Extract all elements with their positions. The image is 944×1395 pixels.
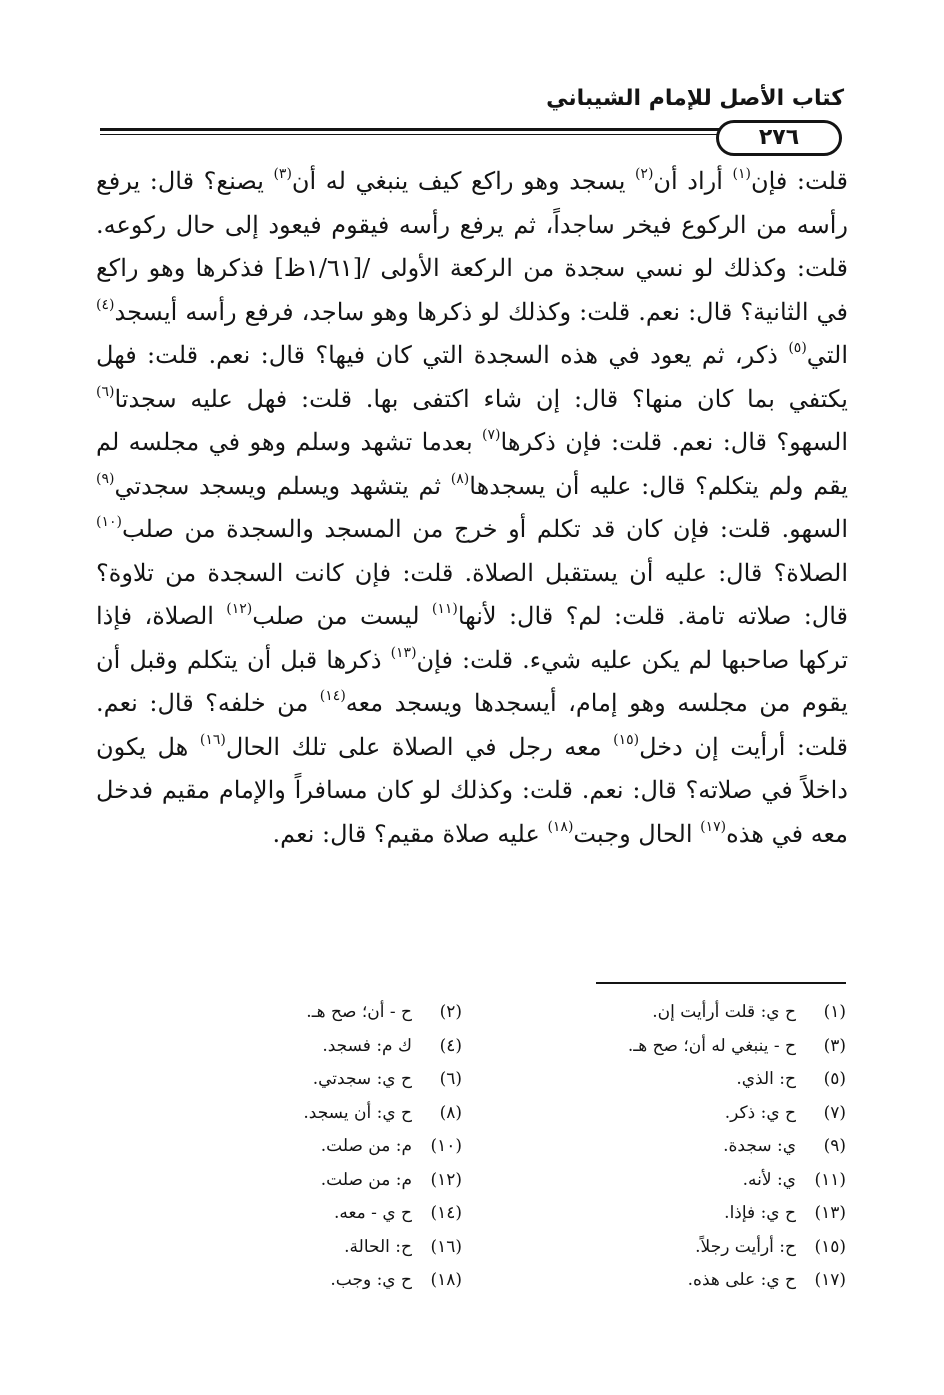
footnote-marker: (٦)	[96, 383, 115, 400]
footnote-text: ح ي: قلت أرأيت إن.	[652, 1002, 796, 1022]
footnote-number: (٣)	[823, 1035, 846, 1056]
footnote-number: (٤)	[439, 1035, 462, 1056]
footnote-item	[122, 1030, 462, 1064]
footnote-marker: (١٣)	[390, 644, 417, 661]
footnote-text: ي: لأنه.	[742, 1169, 796, 1190]
footnote-marker: (١١)	[431, 601, 458, 617]
footnote-item	[122, 1197, 462, 1231]
footnote-marker: (٧)	[482, 427, 501, 443]
footnote-item	[506, 1030, 846, 1064]
footnotes-column-right	[506, 996, 846, 1298]
footnote-text: ح: الذي.	[736, 1069, 796, 1089]
footnote-marker: (٥)	[788, 340, 807, 356]
footnotes-column-left	[122, 996, 462, 1298]
footnote-marker: (١٠)	[96, 514, 122, 530]
running-title: كتاب الأصل للإمام الشيباني	[546, 86, 844, 111]
footnote-number: (١٤)	[430, 1203, 462, 1223]
footnote-item	[506, 1097, 846, 1131]
footnote-text: ح: أرأيت رجلاً.	[695, 1236, 796, 1257]
footnote-item	[506, 1231, 846, 1265]
footnote-number: (١)	[823, 1002, 846, 1022]
footnote-marker: (٢)	[634, 166, 654, 182]
footnote-marker: (١٨)	[547, 818, 574, 835]
footnote-marker: (١٤)	[319, 688, 346, 704]
footnote-text: ح ي: وجب.	[330, 1270, 412, 1290]
header-rule-thick	[100, 128, 786, 131]
footnote-item	[122, 1264, 462, 1298]
footnote-number: (١٧)	[814, 1270, 846, 1290]
footnote-marker: (١٢)	[226, 601, 253, 617]
footnote-text: ح - أن؛ صح هـ.	[306, 1002, 412, 1022]
footnote-marker: (٤)	[96, 296, 115, 313]
footnote-number: (١٢)	[430, 1169, 462, 1190]
footnote-number: (١٠)	[430, 1136, 462, 1156]
footnote-number: (٨)	[439, 1102, 462, 1123]
footnote-text: ح ي: ذكر.	[724, 1102, 796, 1123]
footnote-marker: (١)	[732, 166, 751, 182]
main-text: قلت: فإن$^{(١)}$ أراد أن$^{(٢)}$ يسجد وهو راكع كيف ينبغي له أن$^{(٣)}$ يصنع؟ قال: يرفع رأسه من الركوع فيخر ساجداً، ثم يرفع رأسه فيقوم فيعود إلى حال ركوعه. قلت: وكذلك لو نسي سجدة من الركعة الأولى /[١/٦١ظ] فذكرها وهو راكع في الثانية؟ قال: نعم. قلت: وكذلك لو ذكرها وهو ساجد، فرفع رأسه أيسجد$^{(٤)}$ التي$^{(٥)}$ ذكر، ثم يعود في هذه السجدة التي كان فيها؟ قال: نعم. قلت: فهل يكتفي بما كان منها؟ قال: إن شاء اكتفى بها. قلت: فهل عليه سجدتا$^{(٦)}$ السهو؟ قال: نعم. قلت: فإن ذكرها$^{(٧)}$ بعدما تشهد وسلم وهو في مجلسه لم يقم ولم يتكلم؟ قال: عليه أن يسجدها$^{(٨)}$ ثم يتشهد ويسلم ويسجد سجدتي$^{(٩)}$ السهو. قلت: فإن كان قد تكلم أو خرج من المسجد والسجدة من صلب$^{(١٠)}$ الصلاة؟ قال: عليه أن يستقبل الصلاة. قلت: فإن كانت السجدة من تلاوة؟ قال: صلاته تامة. قلت: لم؟ قال: لأنها$^{(١١)}$ ليست من صلب$^{(١٢)}$ الصلاة، فإذا تركها صاحبها لم يكن عليه شيء. قلت: فإن$^{(١٣)}$ ذكرها قبل أن يتكلم وقبل أن يقوم من مجلسه وهو إمام، أيسجدها ويسجد معه$^{(١٤)}$ من خلفه؟ قال: نعم. قلت: أرأيت إن دخل$^{(١٥)}$ معه رجل في الصلاة على تلك الحال$^{(١٦)}$ هل يكون داخلاً في صلاته؟ قال: نعم. قلت: وكذلك لو كان مسافراً والإمام مقيم فدخل معه في هذه$^{(١٧)}$ الحال وجبت$^{(١٨)}$ عليه صلاة مقيم؟ قال: نعم.	[96, 166, 849, 848]
footnote-number: (١٥)	[814, 1236, 846, 1257]
footnote-text: م: من صلت.	[320, 1136, 412, 1156]
footnote-item	[506, 1264, 846, 1298]
footnote-item	[506, 1197, 846, 1231]
footnote-item	[506, 996, 846, 1030]
footnote-text: ح: الحالة.	[344, 1236, 412, 1257]
footnote-item	[506, 1063, 846, 1097]
footnote-item	[122, 1097, 462, 1131]
footnote-item	[122, 996, 462, 1030]
footnote-item	[122, 1164, 462, 1198]
footnote-text: ح ي: فإذا.	[724, 1203, 796, 1223]
footnote-text: ح ي - معه.	[333, 1203, 412, 1223]
footnote-marker: (١٧)	[700, 818, 727, 835]
header-rule-thin	[100, 134, 786, 135]
footnote-separator	[596, 982, 846, 984]
footnote-text: ح ي: على هذه.	[687, 1270, 796, 1290]
footnote-number: (١٣)	[814, 1203, 846, 1223]
footnote-marker: (٣)	[273, 166, 292, 182]
footnote-number: (٥)	[823, 1069, 846, 1089]
footnote-item	[122, 1130, 462, 1164]
footnote-marker: (٩)	[96, 470, 115, 487]
footnote-number: (٩)	[823, 1136, 846, 1156]
footnote-item	[506, 1164, 846, 1198]
footnote-item	[506, 1130, 846, 1164]
footnote-marker: (١٦)	[199, 731, 226, 748]
footnote-number: (٢)	[439, 1002, 462, 1022]
footnote-text: ح ي: أن يسجد.	[303, 1102, 412, 1123]
footnote-number: (١١)	[814, 1169, 846, 1190]
page-number: ٢٧٦	[716, 120, 842, 156]
footnote-number: (٧)	[823, 1102, 846, 1123]
footnote-marker: (١٥)	[613, 731, 640, 748]
footnote-text: ي: سجدة.	[723, 1136, 796, 1156]
footnote-marker: (٨)	[450, 470, 470, 487]
footnote-number: (٦)	[439, 1069, 462, 1089]
footnote-number: (١٨)	[430, 1270, 462, 1290]
footnote-text: ح - ينبغي له أن؛ صح هـ.	[627, 1035, 796, 1056]
footnote-text: ح ي: سجدتي.	[312, 1069, 412, 1089]
footnote-number: (١٦)	[430, 1236, 462, 1257]
footnote-item	[122, 1231, 462, 1265]
footnote-text: ك م: فسجد.	[322, 1035, 412, 1056]
footnote-text: م: من صلت.	[320, 1169, 412, 1190]
footnote-item	[122, 1063, 462, 1097]
